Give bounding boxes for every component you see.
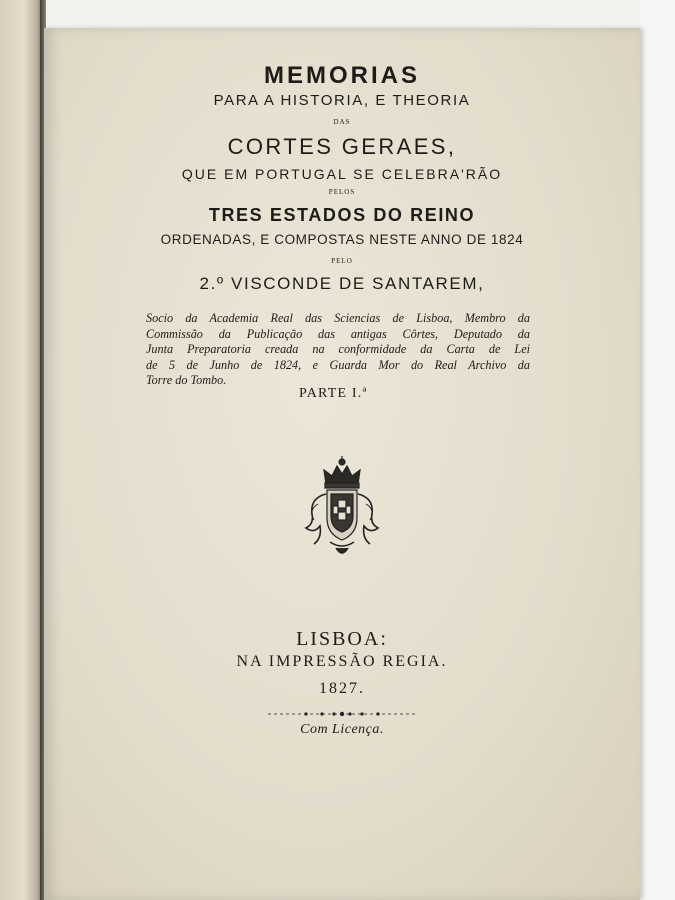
imprint-printer: NA IMPRESSÃO REGIA. <box>236 653 448 670</box>
credentials-line: Junta Preparatoria creada na conformidade da Carta de Lei <box>146 342 530 357</box>
book-title: MEMORIAS <box>264 62 420 89</box>
part-number: PARTE I.ª <box>299 386 368 401</box>
connector-pelo: PELO <box>331 257 353 265</box>
title-page <box>44 28 640 900</box>
estates-heading: TRES ESTADOS DO REINO <box>208 205 476 225</box>
connector-das: DAS <box>333 118 351 126</box>
credentials-line: Socio da Academia Real das Sciencias de Lisboa, Membro da <box>146 311 530 325</box>
credentials-line: Torre do Tombo. <box>146 373 227 388</box>
imprint-year: 1827. <box>319 680 365 697</box>
book-spine <box>0 0 44 900</box>
author-credentials <box>146 311 530 389</box>
connector-pelos: PELOS <box>328 188 356 196</box>
author-name: 2.º VISCONDE DE SANTAREM, <box>199 274 485 293</box>
book-subject: CORTES GERAES, <box>227 134 457 159</box>
book-subtitle: PARA A HISTORIA, E THEORIA <box>213 92 471 109</box>
license-notice: Com Licença. <box>300 722 384 737</box>
composition-line: ORDENADAS, E COMPOSTAS NESTE ANNO DE 1824 <box>160 232 524 247</box>
credentials-line: de 5 de Junho de 1824, e Guarda Mor do Real Archivo da <box>146 357 530 372</box>
coat-of-arms-icon <box>300 454 384 562</box>
imprint-place: LISBOA: <box>296 628 388 650</box>
credentials-line: Commissão da Publicação das antigas Côrtes, Deputado da <box>146 326 530 341</box>
background <box>640 0 675 900</box>
ornamental-rule <box>266 710 418 718</box>
book-subject-line2: QUE EM PORTUGAL SE CELEBRA'RÃO <box>181 166 503 182</box>
